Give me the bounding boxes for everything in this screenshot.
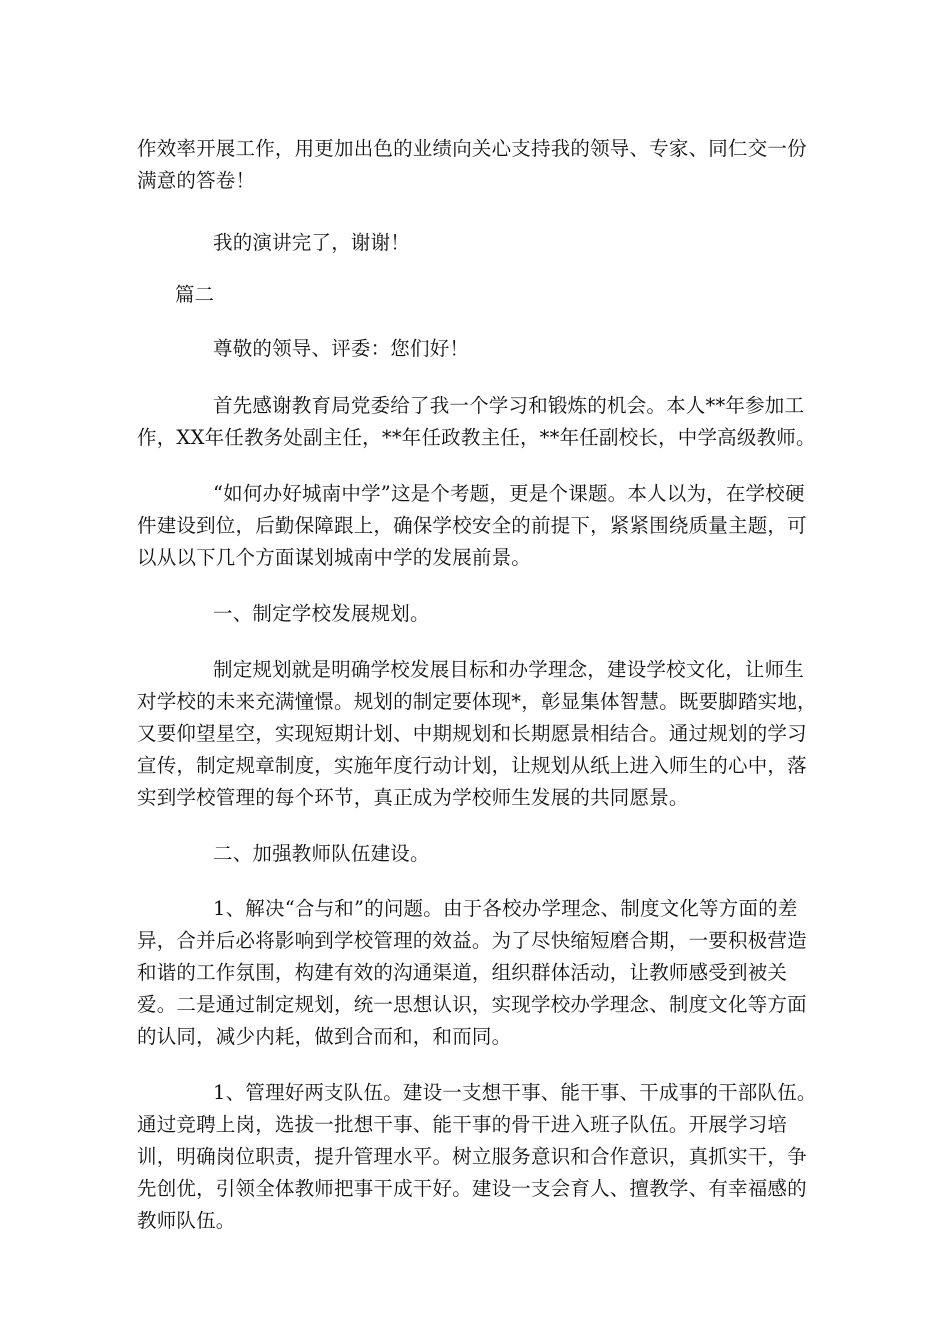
paragraph-introduction: 首先感谢教育局党委给了我一个学习和锻炼的机会。本人**年参加工作，XX年任教务处副主任，**年任政教主任，**年任副校长，中学高级教师。 <box>137 394 816 449</box>
paragraph-merge-issue: 1、解决“合与和”的问题。由于各校办学理念、制度文化等方面的差异，合并后必将影响到学校管理的效益。为了尽快缩短磨合期，一要积极营造和谐的工作氛围，构建有效的沟通渠道，组织群体活动，让教师感受到被关爱。二是通过制定规划，统一思想认识，实现学校办学理念、制度文化等方面的认同，减少内耗，做到合而和，和而同。 <box>137 897 807 1048</box>
paragraph-closing-continuation: 作效率开展工作，用更加出色的业绩向关心支持我的领导、专家、同仁交一份满意的答卷！ <box>137 137 807 192</box>
section-title: 篇二 <box>175 283 215 306</box>
paragraph-heading-2: 二、加强教师队伍建设。 <box>213 842 430 865</box>
paragraph-planning: 制定规划就是明确学校发展目标和办学理念，建设学校文化，让师生对学校的未来充满憧憬。规划的制定要体现*，彰显集体智慧。既要脚踏实地，又要仰望星空，实现短期计划、中期规划和长期愿景相结合。通过规划的学习宣传，制定规章制度，实施年度行动计划，让规划从纸上进入师生的心中，落实到学校管理的每个环节，真正成为学校师生发展的共同愿景。 <box>137 658 817 809</box>
paragraph-two-teams: 1、管理好两支队伍。建设一支想干事、能干事、干成事的干部队伍。通过竞聘上岗，选拔一批想干事、能干事的骨干进入班子队伍。开展学习培训，明确岗位职责，提升管理水平。树立服务意识和合作意识，真抓实干，争先创优，引领全体教师把事干成干好。建设一支会育人、擅教学、有幸福感的教师队伍。 <box>137 1081 817 1232</box>
paragraph-speech-end: 我的演讲完了，谢谢！ <box>213 231 411 254</box>
paragraph-greeting: 尊敬的领导、评委：您们好！ <box>213 337 470 360</box>
paragraph-topic: “如何办好城南中学”这是个考题，更是个课题。本人以为，在学校硬件建设到位，后勤保障跟上，确保学校安全的前提下，紧紧围绕质量主题，可以从以下几个方面谋划城南中学的发展前景。 <box>137 482 807 569</box>
paragraph-heading-1: 一、制定学校发展规划。 <box>213 602 430 625</box>
